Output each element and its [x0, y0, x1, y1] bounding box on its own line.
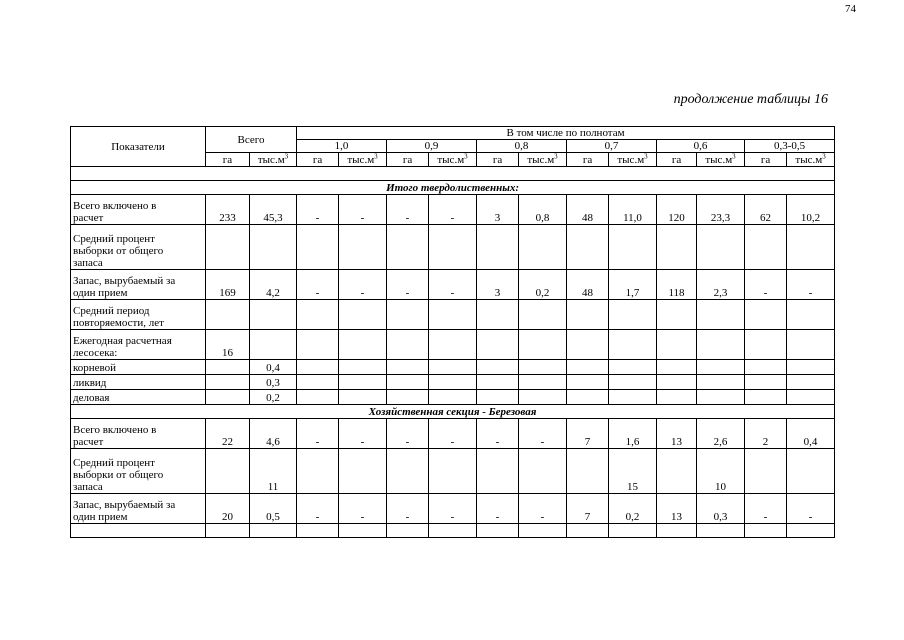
table-cell: - [519, 419, 567, 449]
header-density-0: 1,0 [297, 140, 387, 153]
table-cell [477, 330, 519, 360]
table-cell: 0,2 [519, 270, 567, 300]
row-label-line: деловая [73, 392, 110, 404]
table-cell [429, 330, 477, 360]
header-total: Всего [206, 127, 297, 153]
table-cell [339, 375, 387, 390]
table-cell: 118 [657, 270, 697, 300]
table-cell [387, 300, 429, 330]
header-unit-volume [429, 153, 477, 167]
table-cell [519, 225, 567, 270]
header-density-3: 0,7 [567, 140, 657, 153]
table-cell: 15 [609, 449, 657, 494]
row-label [71, 419, 206, 449]
table-cell [787, 375, 835, 390]
table-cell [609, 375, 657, 390]
header-unit-ha: га [567, 153, 609, 167]
table-cell: 11 [250, 449, 297, 494]
row-label [71, 300, 206, 330]
row-label [71, 494, 206, 524]
header-unit-volume [519, 153, 567, 167]
table-cell: 7 [567, 494, 609, 524]
row-label-line: один прием [73, 511, 128, 523]
table-cell [519, 375, 567, 390]
header-density-4: 0,6 [657, 140, 745, 153]
empty-cell [519, 524, 567, 538]
table-cell: - [787, 270, 835, 300]
header-unit-volume [339, 153, 387, 167]
table-cell [609, 390, 657, 405]
table-cell [297, 300, 339, 330]
table-cell: 0,4 [250, 360, 297, 375]
table-cell: - [387, 270, 429, 300]
row-label [71, 375, 206, 390]
table-cell: 48 [567, 270, 609, 300]
table-cell [567, 300, 609, 330]
empty-cell [567, 524, 609, 538]
table-cell [387, 330, 429, 360]
empty-cell [339, 524, 387, 538]
empty-cell [71, 524, 206, 538]
table-cell [477, 300, 519, 330]
empty-cell [297, 524, 339, 538]
table-cell [697, 225, 745, 270]
section-title: Хозяйственная секция - Березовая [71, 405, 835, 419]
table-cell [477, 225, 519, 270]
table-cell [477, 360, 519, 375]
table-cell: 0,2 [250, 390, 297, 405]
table-cell [787, 390, 835, 405]
table-cell: 120 [657, 195, 697, 225]
table-cell [250, 225, 297, 270]
unit-volume-label: тыс.м [617, 154, 645, 166]
unit-volume-label: тыс.м [795, 154, 823, 166]
table-cell: 13 [657, 494, 697, 524]
table-cell: - [339, 270, 387, 300]
table-cell: - [339, 195, 387, 225]
unit-volume-superscript: 3 [464, 152, 468, 161]
table-cell [567, 360, 609, 375]
table-cell [609, 225, 657, 270]
table-cell [657, 390, 697, 405]
table-cell [429, 300, 477, 330]
table-cell: 0,2 [609, 494, 657, 524]
header-unit-volume [609, 153, 657, 167]
table-cell [697, 300, 745, 330]
row-label-line: расчет [73, 212, 104, 224]
table-cell [787, 225, 835, 270]
header-by-density: В том числе по полнотам [297, 127, 835, 140]
empty-cell [429, 524, 477, 538]
table-cell [609, 330, 657, 360]
table-cell [567, 390, 609, 405]
row-label-line: лесосека: [73, 347, 118, 359]
data-table [70, 126, 835, 538]
table-cell: 4,2 [250, 270, 297, 300]
table-cell: - [429, 195, 477, 225]
table-cell [567, 375, 609, 390]
table-cell: 11,0 [609, 195, 657, 225]
row-label-line: ликвид [73, 377, 107, 389]
row-label [71, 330, 206, 360]
table-cell [206, 375, 250, 390]
table-cell [567, 330, 609, 360]
table-cell: 2,3 [697, 270, 745, 300]
unit-volume-label: тыс.м [347, 154, 375, 166]
table-cell [339, 360, 387, 375]
table-cell: - [387, 419, 429, 449]
table-cell: 1,6 [609, 419, 657, 449]
table-cell: - [387, 494, 429, 524]
row-label [71, 360, 206, 375]
table-cell [745, 225, 787, 270]
table-cell [745, 449, 787, 494]
row-label [71, 195, 206, 225]
row-label-line: корневой [73, 362, 117, 374]
table-cell [745, 330, 787, 360]
table-cell: - [297, 494, 339, 524]
table-cell [609, 300, 657, 330]
table-cell [519, 300, 567, 330]
row-label-line: Всего включено в [73, 424, 157, 436]
unit-volume-superscript: 3 [644, 152, 648, 161]
row-label-line: выборки от общего [73, 245, 164, 257]
row-label-line: Запас, вырубаемый за [73, 275, 176, 287]
table-cell: 169 [206, 270, 250, 300]
unit-volume-superscript: 3 [554, 152, 558, 161]
table-cell: 0,3 [250, 375, 297, 390]
unit-volume-superscript: 3 [822, 152, 826, 161]
table-cell: 2,6 [697, 419, 745, 449]
table-cell [787, 330, 835, 360]
table-cell [387, 449, 429, 494]
table-cell: 22 [206, 419, 250, 449]
empty-cell [477, 524, 519, 538]
table-cell: - [297, 419, 339, 449]
row-label-line: Средний процент [73, 233, 155, 245]
table-cell: 7 [567, 419, 609, 449]
table-cell [297, 330, 339, 360]
row-label [71, 225, 206, 270]
header-density-2: 0,8 [477, 140, 567, 153]
header-unit-ha: га [206, 153, 250, 167]
table-cell [657, 449, 697, 494]
table-cell [657, 360, 697, 375]
table-cell: 233 [206, 195, 250, 225]
table-cell [745, 390, 787, 405]
table-cell: - [429, 419, 477, 449]
table-cell [297, 360, 339, 375]
row-label-line: расчет [73, 436, 104, 448]
row-label-line: повторяемости, лет [73, 317, 164, 329]
table-cell [339, 330, 387, 360]
row-label-line: запаса [73, 481, 103, 493]
header-unit-volume [697, 153, 745, 167]
table-cell [697, 330, 745, 360]
table-cell [297, 449, 339, 494]
table-cell [206, 390, 250, 405]
table-cell [387, 225, 429, 270]
table-cell: 1,7 [609, 270, 657, 300]
unit-volume-label: тыс.м [705, 154, 733, 166]
table-cell: 23,3 [697, 195, 745, 225]
header-unit-volume [250, 153, 297, 167]
table-cell [519, 330, 567, 360]
table-cell [429, 225, 477, 270]
table-cell [429, 390, 477, 405]
empty-cell [387, 524, 429, 538]
table-cell [657, 375, 697, 390]
table-cell: - [519, 494, 567, 524]
table-cell: - [477, 494, 519, 524]
table-caption: продолжение таблицы 16 [673, 92, 828, 107]
table-cell [387, 375, 429, 390]
table-cell [697, 390, 745, 405]
empty-cell [250, 524, 297, 538]
header-unit-ha: га [657, 153, 697, 167]
header-unit-ha: га [477, 153, 519, 167]
table-cell [477, 449, 519, 494]
table-cell [297, 390, 339, 405]
empty-cell [697, 524, 745, 538]
table-cell [567, 449, 609, 494]
header-density-1: 0,9 [387, 140, 477, 153]
table-cell: 3 [477, 195, 519, 225]
table-cell [697, 360, 745, 375]
table-cell [519, 390, 567, 405]
table-cell [745, 300, 787, 330]
table-cell [657, 330, 697, 360]
unit-volume-superscript: 3 [284, 152, 289, 161]
unit-volume-label: тыс.м [437, 154, 465, 166]
row-label-line: Средний период [73, 305, 150, 317]
header-unit-ha: га [297, 153, 339, 167]
table-cell [297, 375, 339, 390]
table-cell: - [387, 195, 429, 225]
table-cell: - [787, 494, 835, 524]
table-cell [297, 225, 339, 270]
table-cell [250, 330, 297, 360]
table-cell: - [339, 419, 387, 449]
table-cell [477, 390, 519, 405]
table-cell [519, 360, 567, 375]
table-cell: 16 [206, 330, 250, 360]
row-label-line: Ежегодная расчетная [73, 335, 172, 347]
table-cell: 4,6 [250, 419, 297, 449]
table-cell [339, 225, 387, 270]
row-label-line: запаса [73, 257, 103, 269]
table-cell [206, 225, 250, 270]
row-label [71, 270, 206, 300]
empty-cell [206, 524, 250, 538]
unit-volume-label: тыс.м [257, 154, 285, 166]
table-cell: - [339, 494, 387, 524]
table-cell: - [477, 419, 519, 449]
table-cell: - [297, 270, 339, 300]
table-cell: 0,8 [519, 195, 567, 225]
table-cell [429, 449, 477, 494]
table-cell: - [429, 270, 477, 300]
row-label [71, 390, 206, 405]
table-cell [567, 225, 609, 270]
table-cell [657, 300, 697, 330]
table-cell: 48 [567, 195, 609, 225]
header-density-5: 0,3-0,5 [745, 140, 835, 153]
table-cell [206, 449, 250, 494]
table-cell [250, 300, 297, 330]
table-cell: 10,2 [787, 195, 835, 225]
table-cell [787, 360, 835, 375]
row-label-line: Средний процент [73, 457, 155, 469]
table-cell: 45,3 [250, 195, 297, 225]
header-unit-volume [787, 153, 835, 167]
table-cell [745, 360, 787, 375]
row-label-line: Запас, вырубаемый за [73, 499, 176, 511]
table-cell: 0,4 [787, 419, 835, 449]
table-cell [519, 449, 567, 494]
table-cell: - [745, 270, 787, 300]
empty-cell [745, 524, 787, 538]
table-cell [657, 225, 697, 270]
table-cell [339, 300, 387, 330]
row-label-line: Всего включено в [73, 200, 157, 212]
row-label-line: один прием [73, 287, 128, 299]
table-cell: - [429, 494, 477, 524]
table-cell: 2 [745, 419, 787, 449]
table-cell [429, 360, 477, 375]
table-cell [477, 375, 519, 390]
table-cell [206, 360, 250, 375]
table-cell [697, 375, 745, 390]
unit-volume-superscript: 3 [374, 152, 378, 161]
table-cell: 0,5 [250, 494, 297, 524]
table-cell [387, 360, 429, 375]
table-cell [339, 449, 387, 494]
row-label-line: выборки от общего [73, 469, 164, 481]
table-cell: 3 [477, 270, 519, 300]
empty-cell [787, 524, 835, 538]
table-cell: - [297, 195, 339, 225]
spacer-row [71, 167, 835, 181]
table-cell [745, 375, 787, 390]
unit-volume-label: тыс.м [527, 154, 555, 166]
header-unit-ha: га [745, 153, 787, 167]
table-cell [429, 375, 477, 390]
table-cell [787, 300, 835, 330]
table-cell [206, 300, 250, 330]
header-unit-ha: га [387, 153, 429, 167]
table-cell [339, 390, 387, 405]
table-cell [387, 390, 429, 405]
table-cell: 62 [745, 195, 787, 225]
table-cell: 10 [697, 449, 745, 494]
table-cell: 20 [206, 494, 250, 524]
page-number: 74 [845, 3, 856, 15]
table-cell: 0,3 [697, 494, 745, 524]
table-cell [609, 360, 657, 375]
section-title: Итого твердолиственных: [71, 181, 835, 195]
empty-cell [609, 524, 657, 538]
header-indicators: Показатели [71, 127, 206, 167]
row-label [71, 449, 206, 494]
table-cell [787, 449, 835, 494]
table-cell: - [745, 494, 787, 524]
table-cell: 13 [657, 419, 697, 449]
unit-volume-superscript: 3 [732, 152, 736, 161]
empty-cell [657, 524, 697, 538]
